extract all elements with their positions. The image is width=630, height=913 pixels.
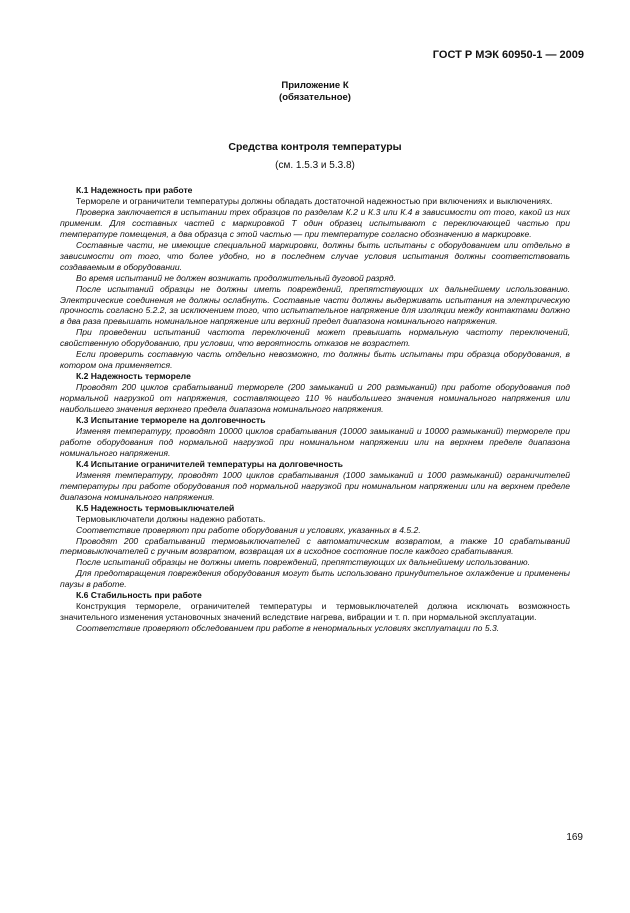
paragraph: Изменяя температуру, проводят 1000 циклов срабатывания (1000 замыканий и 1000 размыканий) ограничителей температуры при работе оборудования под нормальной нагрузкой при номинальном напряжении или на верхнем пределе диапазона номинального напряжения. bbox=[60, 469, 570, 502]
paragraph: Проверка заключается в испытании трех образцов по разделам К.2 и К.3 или К.4 в зависимости от того, какой из них применим. Для составных частей с маркировкой Т один образец испытывают с переключающей частью при температуре помещения, а два образца с этой частью — при температуре согласно обозначению в маркировке. bbox=[60, 206, 570, 239]
paragraph: Для предотвращения повреждения оборудования могут быть использовано принудительное охлаждение и применены паузы в работе. bbox=[60, 568, 570, 590]
paragraph: Терморелe и ограничители температуры должны обладать достаточной надежностью при включениях и выключениях. bbox=[76, 195, 553, 206]
paragraph: Проводят 200 циклов срабатываний терморелe (200 замыканий и 200 размыканий) при работе оборудования под нормальной нагрузкой от напряжения, составляющего 110 % наибольшего значения номинального напряжения или наибольшего значения верхнего предела диапазона номинального напряжения. bbox=[60, 382, 570, 415]
section-heading: К.4 Испытание ограничителей температуры на долговечность bbox=[76, 458, 343, 469]
section-heading: К.2 Надежность терморелe bbox=[76, 371, 191, 382]
paragraph: Конструкция терморелe, ограничителей температуры и термовыключателей должна исключать возможность значительного изменения установочных значений вследствие нагрева, вибрации и т. п. при нормальной эксплуатации. bbox=[60, 601, 570, 623]
section-reference: (см. 1.5.3 и 5.3.8) bbox=[275, 160, 355, 171]
paragraph: Составные части, не имеющие специальной маркировки, должны быть испытаны с оборудованием или отдельно в зависимости от того, что более удобно, но в последнем случае условия испытания должны соответствовать создаваемым в оборудовании. bbox=[60, 239, 570, 272]
paragraph: После испытаний образцы не должны иметь повреждений, препятствующих их дальнейшему использованию. bbox=[76, 557, 530, 568]
paragraph: Во время испытаний не должен возникать продолжительный дуговой разряд. bbox=[76, 272, 396, 283]
paragraph: Термовыключатели должны надежно работать. bbox=[76, 513, 266, 524]
paragraph: После испытаний образцы не должны иметь повреждений, препятствующих их дальнейшему использованию. Электрические соединения не должны ослабнуть. Составные части должны выдерживать испытания на электрическую прочность согласно 5.2.2, за исключением того, что испытательное напряжение для изоляции между контактами должно в два раза превышать номинальное напряжение или верхний предел диапазона номинального напряжения. bbox=[60, 283, 570, 327]
paragraph: Если проверить составную часть отдельно невозможно, то должны быть испытаны три образца оборудования, в котором она применяется. bbox=[60, 349, 570, 371]
section-title: Средства контроля температуры bbox=[228, 141, 402, 153]
paragraph: Проводят 200 срабатываний термовыключателей с автоматическим возвратом, а также 10 срабатываний термовыключателей с ручным возвратом, возвращая их в исходное состояние после каждого срабатывания. bbox=[60, 535, 570, 557]
section-heading: К.1 Надежность при работе bbox=[76, 185, 193, 195]
paragraph: При проведении испытаний частота переключений может превышать нормальную частоту переключений, свойственную оборудованию, при условии, что вероятность отказов не возрастет. bbox=[60, 327, 570, 349]
section-heading: К.5 Надежность термовыключателей bbox=[76, 502, 235, 513]
document-header: ГОСТ Р МЭК 60950-1 — 2009 bbox=[432, 49, 584, 61]
section-heading: К.3 Испытание терморелe на долговечность bbox=[76, 415, 266, 426]
section-heading: К.6 Стабильность при работе bbox=[76, 590, 202, 601]
paragraph: Изменяя температуру, проводят 10000 циклов срабатывания (10000 замыканий и 10000 размыканий) терморелe при работе оборудования под нормальной нагрузкой при номинальном напряжении или на верхнем пределе диапазона номинального напряжения. bbox=[60, 425, 570, 458]
annex-label: Приложение К bbox=[281, 80, 349, 91]
paragraph: Соответствие проверяют обследованием при работе в ненормальных условиях эксплуатации по 5.3. bbox=[76, 623, 500, 634]
paragraph: Соответствие проверяют при работе оборудования и условиях, указанных в 4.5.2. bbox=[76, 524, 421, 535]
document-body bbox=[60, 185, 570, 634]
page-number: 169 bbox=[566, 832, 583, 843]
annex-status: (обязательное) bbox=[279, 92, 351, 103]
